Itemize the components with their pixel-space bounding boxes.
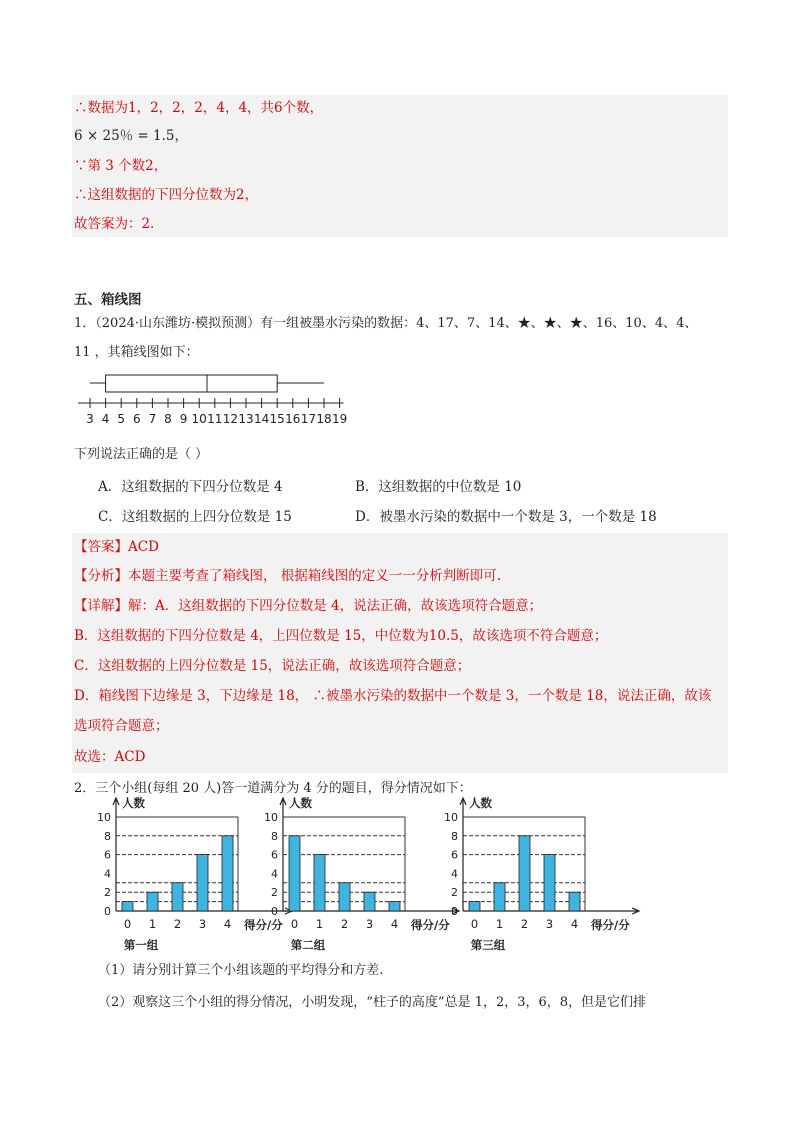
bar <box>494 883 505 911</box>
bar <box>364 892 375 911</box>
y-tick-label: 0 <box>451 905 458 918</box>
y-axis-label: 人数 <box>289 796 312 810</box>
x-tick-label: 2 <box>173 917 182 931</box>
bar <box>314 855 325 911</box>
x-axis-label: 得分/分 <box>411 918 450 932</box>
section-title: 五、箱线图 <box>74 292 142 308</box>
chart-title: 第一组 <box>123 938 159 952</box>
x-tick-label: 1 <box>148 917 157 931</box>
bar-chart-2 <box>264 796 459 952</box>
y-tick-label: 2 <box>451 886 458 900</box>
x-tick-label: 0 <box>470 917 479 931</box>
bar-chart-1 <box>97 796 292 952</box>
axis-tick-label: 7 <box>148 412 157 426</box>
y-tick-label: 4 <box>451 867 458 881</box>
detail-d2: 选项符合题意； <box>74 718 169 734</box>
axis-tick-label: 15 <box>269 412 285 426</box>
x-tick-label: 3 <box>198 917 207 931</box>
y-axis-label: 人数 <box>469 796 492 810</box>
analysis-tag: 【分析】 <box>74 568 128 584</box>
y-tick-label: 0 <box>104 905 111 918</box>
bar <box>519 836 530 911</box>
text-line: 故答案为：2． <box>74 216 164 232</box>
axis-tick-label: 10 <box>191 412 207 426</box>
y-tick-label: 6 <box>104 848 111 862</box>
bar <box>147 892 158 911</box>
axis-tick-label: 11 <box>207 412 223 426</box>
x-tick-label: 4 <box>570 917 579 931</box>
y-tick-label: 10 <box>97 811 111 824</box>
sub-question-1: （1）请分别计算三个小组该题的平均得分和方差. <box>98 963 384 978</box>
axis-tick-label: 4 <box>101 412 110 426</box>
x-tick-label: 4 <box>223 917 232 931</box>
question-prompt: 下列说法正确的是（ ） <box>74 447 209 462</box>
text-line: ∴这组数据的下四分位数为2， <box>74 187 259 203</box>
x-axis-label: 得分/分 <box>244 918 283 932</box>
chart-title: 第三组 <box>470 938 506 952</box>
x-tick-label: 2 <box>520 917 529 931</box>
detail-text: 解：A．这组数据的下四分位数是 4，说法正确，故该选项符合题意； <box>128 598 543 614</box>
answer-line <box>74 537 159 557</box>
bar <box>197 855 208 911</box>
axis-tick-label: 13 <box>238 412 254 426</box>
axis-tick-label: 17 <box>300 412 317 426</box>
bar <box>289 836 300 911</box>
axis-tick-label: 14 <box>253 412 270 426</box>
y-tick-label: 6 <box>451 848 458 862</box>
axis-tick-label: 5 <box>117 412 126 426</box>
bar <box>569 892 580 911</box>
x-tick-label: 4 <box>390 917 399 931</box>
bar <box>222 836 233 911</box>
y-tick-label: 0 <box>271 905 278 918</box>
x-axis-label: 得分/分 <box>591 918 630 932</box>
x-tick-label: 3 <box>545 917 554 931</box>
text-line: ∵第 3 个数2， <box>74 158 168 174</box>
option-b: B．这组数据的中位数是 10 <box>355 479 522 495</box>
bar <box>389 902 400 911</box>
question-text: 11 ，其箱线图如下： <box>74 345 199 360</box>
boxplot <box>70 372 370 432</box>
y-axis-label: 人数 <box>122 796 145 810</box>
bar <box>172 883 183 911</box>
answer-tag: 【答案】 <box>74 539 128 555</box>
x-tick-label: 3 <box>365 917 374 931</box>
axis-tick-label: 18 <box>316 412 332 426</box>
x-tick-label: 1 <box>495 917 504 931</box>
analysis-line <box>74 566 501 586</box>
y-tick-label: 8 <box>271 829 278 843</box>
bar <box>469 902 480 911</box>
axis-tick-label: 12 <box>222 412 239 426</box>
detail-line <box>74 596 542 616</box>
bar <box>339 883 350 911</box>
option-c: C．这组数据的上四分位数是 15 <box>98 509 292 525</box>
y-tick-label: 8 <box>104 829 111 843</box>
x-tick-label: 2 <box>340 917 349 931</box>
answer-value: ACD <box>128 539 159 555</box>
y-tick-label: 4 <box>271 867 278 881</box>
detail-b: B．这组数据的下四分位数是 4，上四位数是 15，中位数为10.5，故该选项不符合题意； <box>74 628 608 644</box>
y-tick-label: 8 <box>451 829 458 843</box>
box <box>106 375 278 392</box>
detail-c: C．这组数据的上四分位数是 15，说法正确，故该选项符合题意； <box>74 658 471 674</box>
detail-d1: D．箱线图下边缘是 3，下边缘是 18， ∴被墨水污染的数据中一个数是 3，一个数是 18，说法正确，故该 <box>74 688 712 704</box>
chart-title: 第二组 <box>290 938 326 952</box>
y-tick-label: 6 <box>271 848 278 862</box>
text-line: ∴数据为1，2，2，2，4，4，共6个数， <box>74 100 324 116</box>
axis-tick-label: 8 <box>164 412 172 426</box>
bar <box>544 855 555 911</box>
axis-tick-label: 6 <box>132 412 141 426</box>
y-tick-label: 10 <box>444 811 458 824</box>
bar <box>122 902 133 911</box>
x-tick-label: 1 <box>315 917 324 931</box>
question-text: 1．（2024·山东潍坊·模拟预测）有一组被墨水污染的数据：4、17、7、14、★、★、★、16、10、4、4、 <box>74 316 698 331</box>
question-2-text: 2．三个小组(每组 20 人)答一道满分为 4 分的题目，得分情况如下： <box>74 781 472 796</box>
x-tick-label: 0 <box>123 917 132 931</box>
y-tick-label: 2 <box>271 886 278 900</box>
x-tick-label: 0 <box>290 917 299 931</box>
bar-chart-3 <box>444 796 639 952</box>
sub-question-2: （2）观察这三个小组的得分情况，小明发现，“柱子的高度”总是 1，2，3，6，8，但是它们排 <box>98 995 647 1010</box>
bar-charts <box>80 796 700 955</box>
y-tick-label: 2 <box>104 886 111 900</box>
axis-tick-label: 19 <box>331 412 348 426</box>
axis-tick-label: 16 <box>285 412 301 426</box>
final-answer: 故选：ACD <box>74 749 146 765</box>
y-tick-label: 10 <box>264 811 278 824</box>
y-tick-label: 4 <box>104 867 111 881</box>
option-d: D．被墨水污染的数据中一个数是 3，一个数是 18 <box>355 509 657 525</box>
axis-tick-label: 9 <box>179 412 188 426</box>
option-a: A．这组数据的下四分位数是 4 <box>98 479 283 495</box>
detail-tag: 【详解】 <box>74 598 128 614</box>
analysis-text: 本题主要考查了箱线图， 根据箱线图的定义一一分析判断即可. <box>128 568 502 584</box>
text-line: 6 × 25％ = 1.5， <box>74 128 189 144</box>
axis-tick-label: 3 <box>86 412 94 426</box>
